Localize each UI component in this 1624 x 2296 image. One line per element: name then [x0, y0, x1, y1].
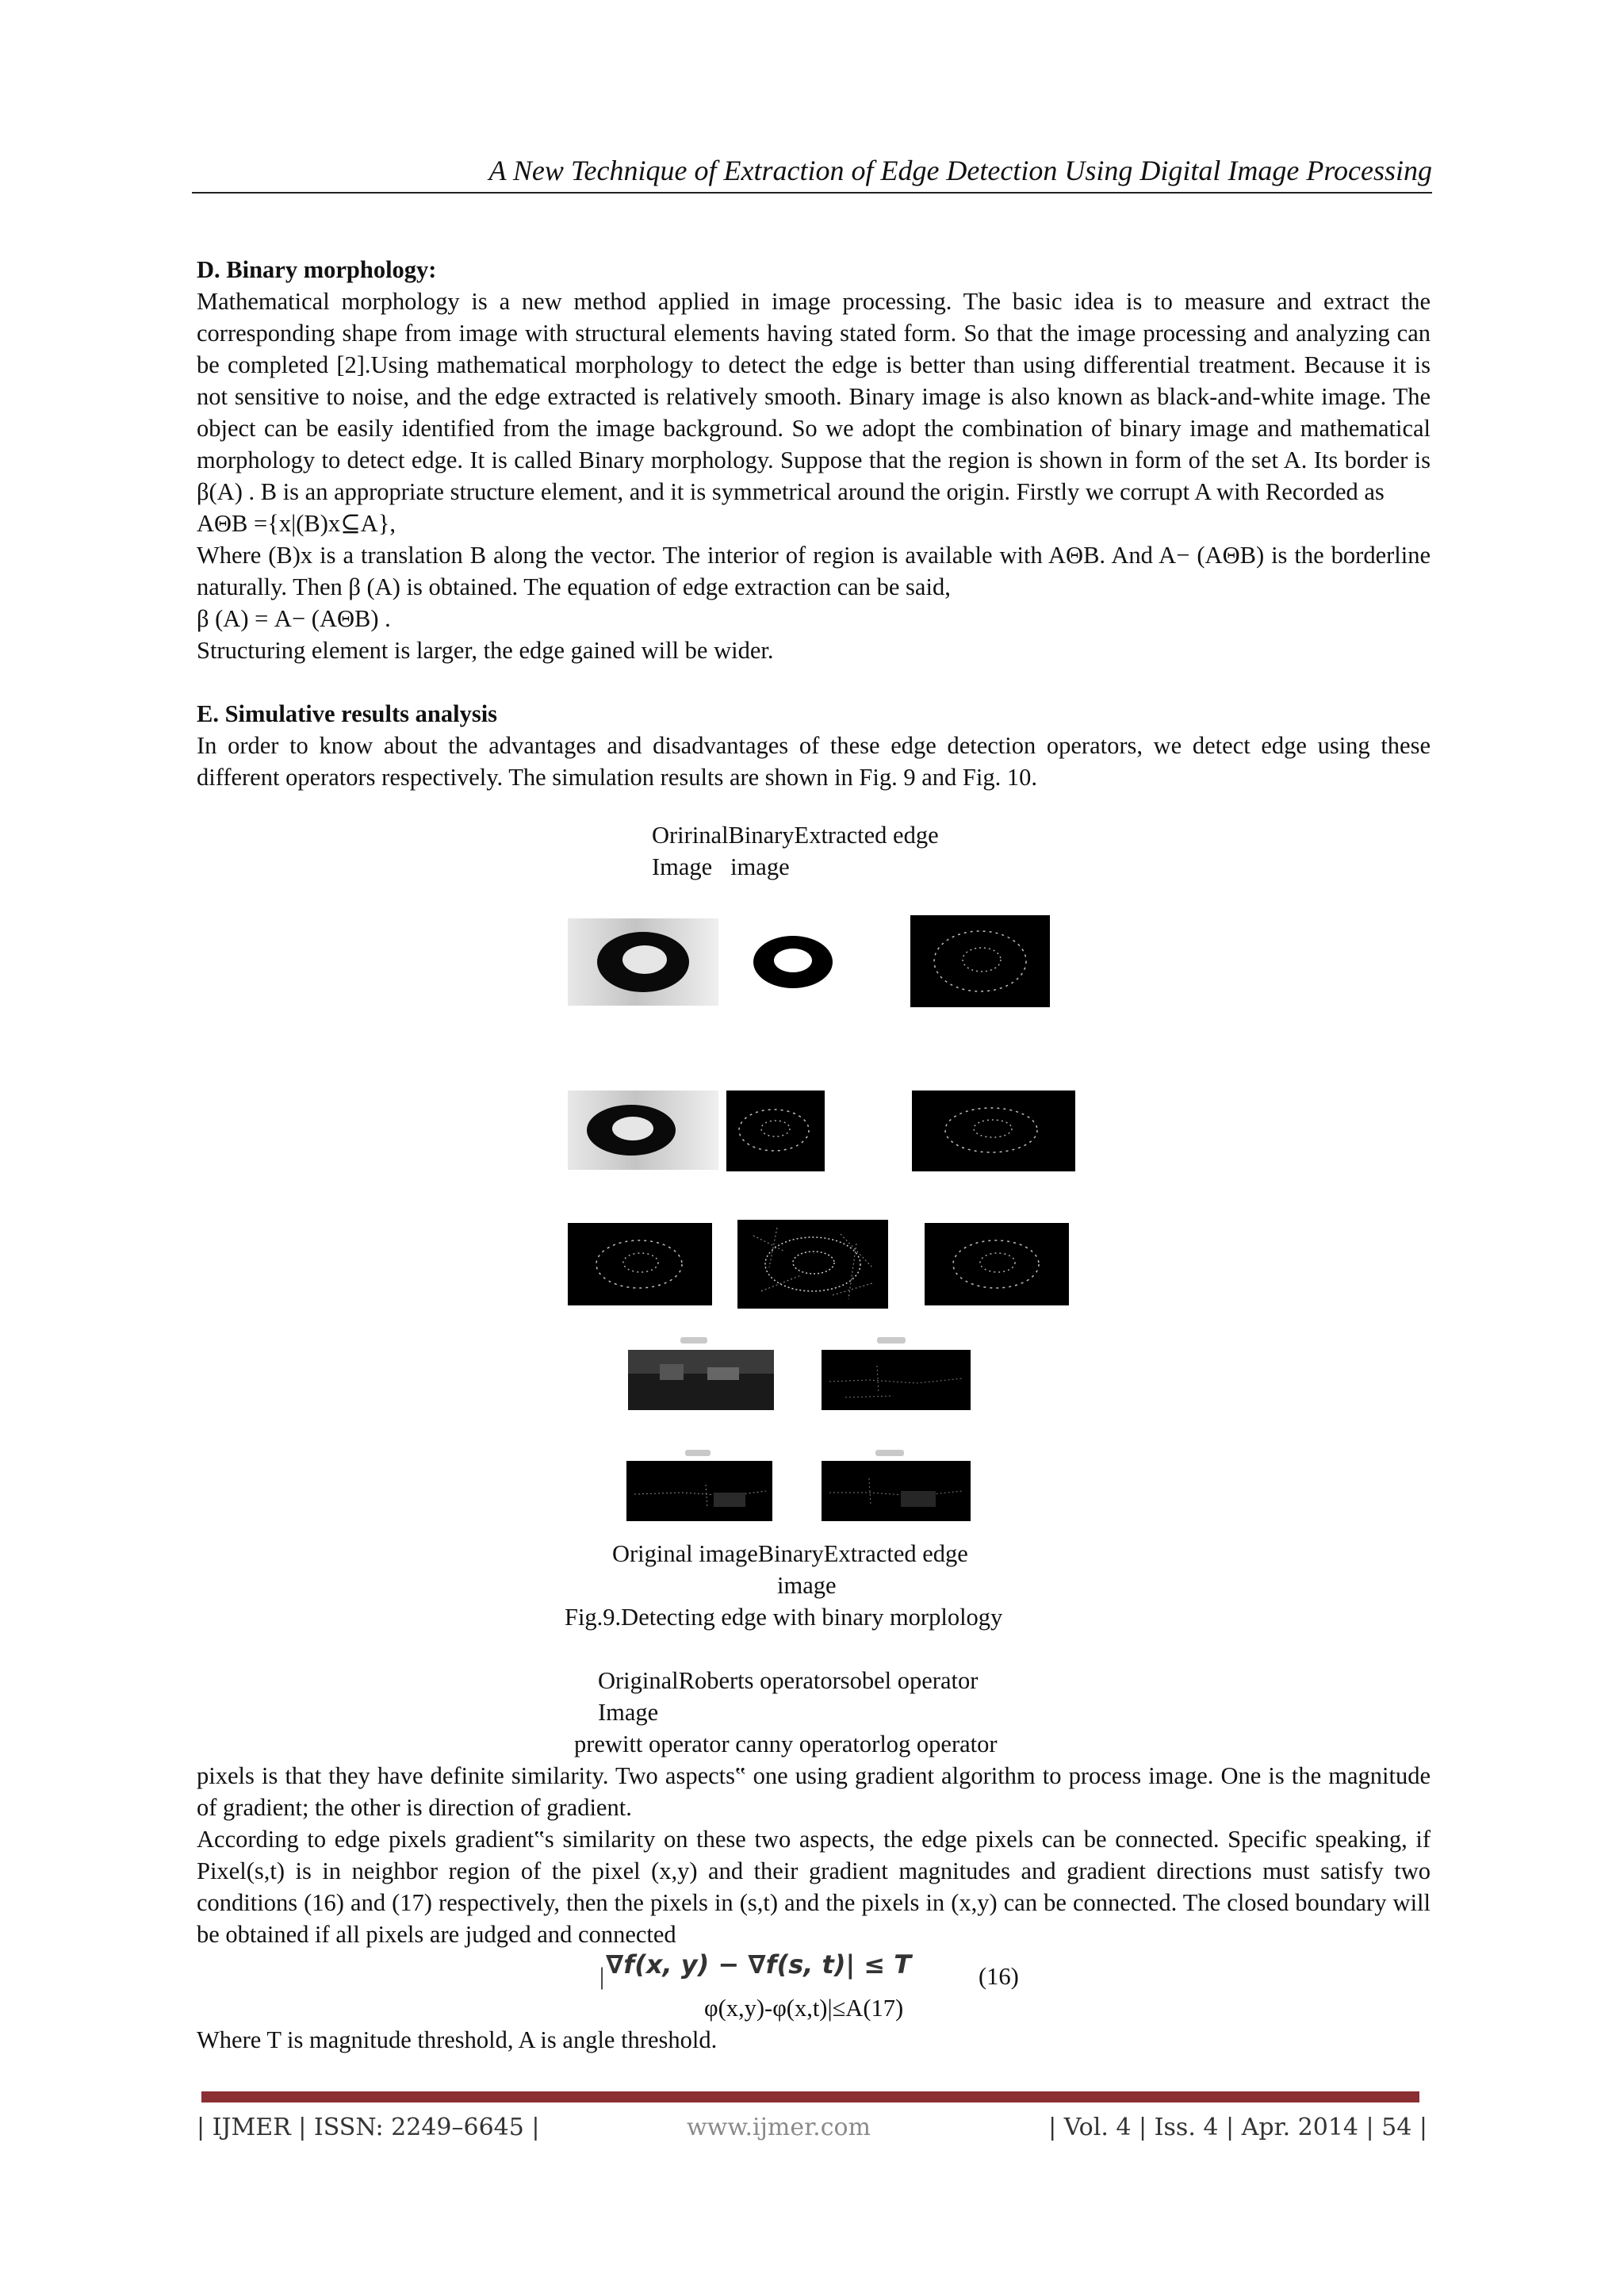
original-image — [568, 918, 718, 1006]
footer-divider — [201, 2091, 1419, 2102]
original-image — [568, 1091, 718, 1170]
figure-10-caption: prewitt operator canny operatorlog operator — [574, 1731, 998, 1757]
mini-figure-title — [875, 1450, 904, 1456]
sobel-edge-image — [912, 1091, 1075, 1171]
gradient-paragraph — [197, 1760, 1431, 1950]
footer-journal-info: | IJMER | ISSN: 2249–6645 | — [197, 2114, 540, 2141]
footer-website-link[interactable]: www.ijmer.com — [687, 2114, 871, 2141]
paragraph: According to edge pixels gradient‟s similarity on these two aspects, the edge pixels can be connected. Specific speaking, if Pixel(s,t) is in neighbor region of the pixel (x,y) and their gradient magnitudes and gradient directions must satisfy two conditions (16) and (17) respectively, then the pixels in (s,t) and the pixels in (x,y) can be connected. The closed boundary will be obtained if all pixels are judged and connected — [197, 1826, 1431, 1948]
figure-top-caption: Image image — [652, 853, 790, 880]
figure-bottom-caption: Original imageBinaryExtracted edge — [612, 1540, 968, 1567]
figure-10-caption: OriginalRoberts operatorsobel operator — [598, 1667, 979, 1694]
equation-erosion: AΘB ={x|(B)x⊆A}, — [197, 510, 396, 537]
figure-bottom-caption: image — [777, 1572, 837, 1599]
closing-sentence: Where T is magnitude threshold, A is angle threshold. — [197, 2026, 718, 2053]
section-heading: D. Binary morphology: — [197, 256, 437, 283]
equation-16-bar: | — [599, 1963, 605, 1990]
mini-figure-title — [877, 1337, 906, 1343]
paragraph: Mathematical morphology is a new method applied in image processing. The basic idea is to measure and extract the corresponding shape from image with structural elements having stated form. So that the image processing and analyzing can be completed [2].Using mathematical morphology to detect the edge is better than using differential treatment. Because it is not sensitive to noise, and the edge extracted is relatively smooth. Binary image is also known as black-and-white image. The object can be easily identified from the image background. So we adopt the combination of binary image and mathematical morphology to detect edge. It is called Binary morphology. Suppose that the region is shown in form of the set A. Its border is β(A) . B is an appropriate structure element, and it is symmetrical around the origin. Firstly we corrupt A with Recorded as — [197, 288, 1431, 505]
prewitt-edge-image — [568, 1223, 712, 1305]
paragraph: pixels is that they have definite similarity. Two aspects‟ one using gradient algorithm to process image. One is the magnitude of gradient; the other is direction of gradient. — [197, 1762, 1431, 1821]
equation-16-formula: ∇f(x, y) − ∇f(s, t)| ≤ T — [606, 1949, 912, 1980]
figure-10-caption: Image — [598, 1699, 659, 1726]
extracted-edge-image — [910, 915, 1050, 1007]
canny-edge-image — [737, 1220, 888, 1309]
paragraph: Where (B)x is a translation B along the vector. The interior of region is available with AΘB. And A− (AΘB) is the borderline naturally. Then β (A) is obtained. The equation of edge extraction can be said, — [197, 542, 1431, 600]
footer-issue-info: | Vol. 4 | Iss. 4 | Apr. 2014 | 54 | — [1048, 2114, 1427, 2141]
figure-top-caption: OririnalBinaryExtracted edge — [652, 822, 939, 849]
figure-9-caption: Fig.9.Detecting edge with binary morplology — [565, 1604, 1003, 1631]
running-header: A New Technique of Extraction of Edge Detection Using Digital Image Processing — [192, 151, 1432, 194]
equation-17: φ(x,y)-φ(x,t)|≤A(17) — [704, 1995, 904, 2022]
roberts-edge-image — [726, 1091, 825, 1171]
mini-figure-title — [685, 1450, 710, 1456]
mini-figure-title — [680, 1337, 707, 1343]
scene-edge-image — [822, 1350, 971, 1410]
scene-edge-image — [626, 1461, 772, 1521]
equation-16-number: (16) — [979, 1963, 1019, 1990]
binary-image — [745, 918, 841, 1006]
section-heading: E. Simulative results analysis — [197, 700, 498, 727]
scene-edge-image — [822, 1461, 971, 1521]
scene-original-image — [628, 1350, 774, 1410]
section-binary-morphology — [197, 254, 1431, 793]
paragraph: Structuring element is larger, the edge gained will be wider. — [197, 637, 774, 664]
page-footer — [197, 2108, 1434, 2148]
equation-edge: β (A) = A− (AΘB) . — [197, 605, 391, 632]
log-edge-image — [925, 1223, 1069, 1305]
paragraph: In order to know about the advantages and disadvantages of these edge detection operators, we detect edge using these different operators respectively. The simulation results are shown in Fig. 9 and Fig. 10. — [197, 732, 1431, 791]
